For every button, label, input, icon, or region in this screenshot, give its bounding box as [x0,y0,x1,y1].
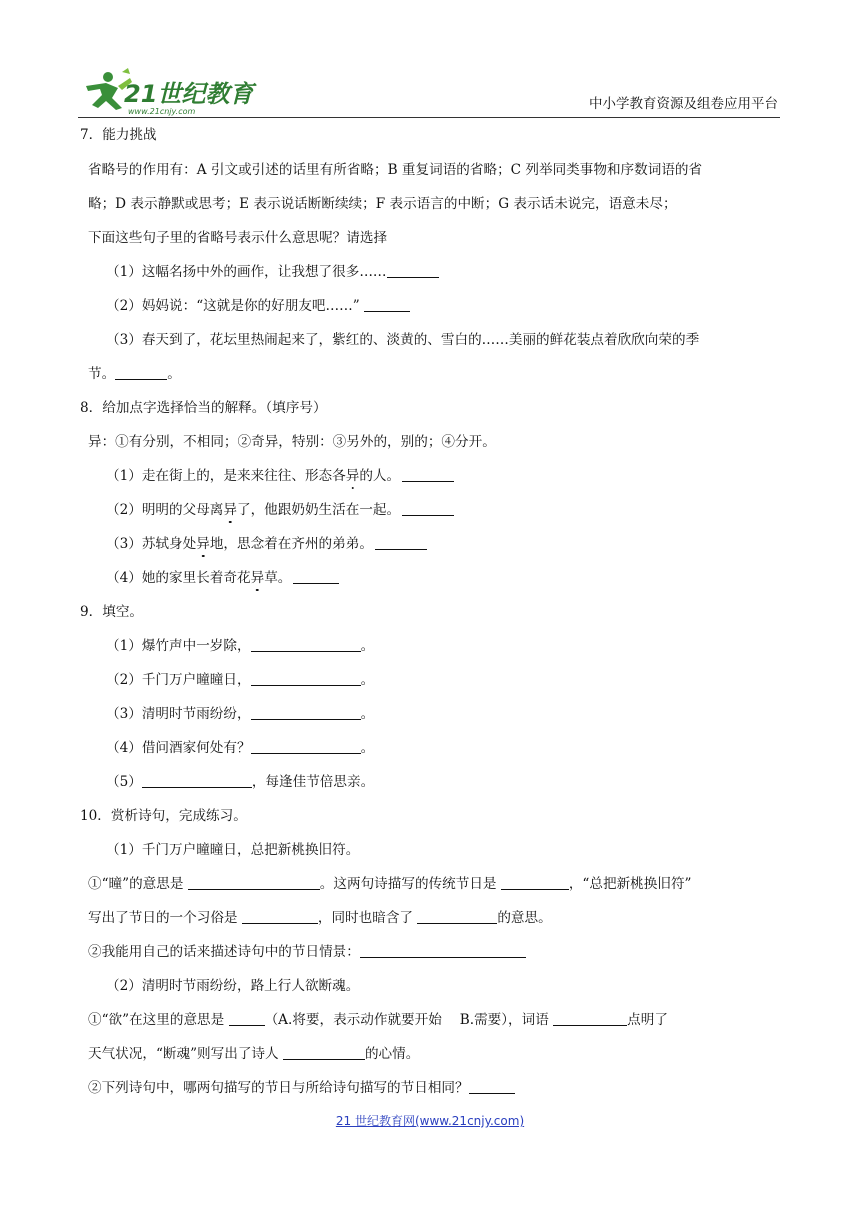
answer-blank[interactable] [387,263,439,278]
q10-poem-2: （2）清明时节雨纷纷，路上行人欲断魂。 [106,978,360,994]
q9-line-1: （1）爆竹声中一岁除， 。 [106,638,375,654]
logo [78,64,278,118]
q8-options: 异：①有分别，不相同；②奇异，特别：③另外的，别的；④分开。 [88,434,496,450]
page-header [78,64,778,118]
answer-blank[interactable] [402,467,454,482]
q10-part-2c: ②下列诗句中，哪两句描写的节日与所给诗句描写的节日相同？ [88,1079,515,1097]
answer-blank[interactable] [229,1011,265,1026]
q7-title: 7．能力挑战 [80,127,157,143]
q7-sentence-3a: （3）春天到了，花坛里热闹起来了，紫红的、淡黄的、雪白的……美丽的鲜花装点着欣欣向荣的季 [106,332,700,348]
q9-title: 9．填空。 [80,604,144,620]
answer-blank[interactable] [402,501,454,516]
q10-part-1b: 写出了节日的一个习俗是 ，同时也暗含了 的意思。 [88,910,552,926]
q10-part-1c: ②我能用自己的话来描述诗句中的节日情景： [88,943,526,961]
q8-sentence-1: （1）走在街上的，是来来往往、形态各异的人。 [106,467,454,485]
answer-blank[interactable] [360,943,526,958]
answer-blank[interactable] [293,569,339,584]
q10-part-2a: ①“欲”在这里的意思是 （A.将要，表示动作就要开始 B.需要），词语 点明了 [88,1012,668,1028]
platform-name: 中小学教育资源及组卷应用平台 [589,96,778,112]
answer-blank[interactable] [283,1045,365,1060]
q7-sentence-3b: 节。 。 [88,366,181,382]
q7-intro-2: 略；D 表示静默或思考；E 表示说话断断续续；F 表示语言的中断；G 表示话未说完，语意未尽； [88,196,677,212]
q7-sentence-1: （1）这幅名扬中外的画作，让我想了很多…… [106,263,439,281]
q8-sentence-4: （4）她的家里长着奇花异草。 [106,569,339,587]
q8-sentence-2: （2）明明的父母离异了，他跟奶奶生活在一起。 [106,501,454,519]
answer-blank[interactable] [469,1079,515,1094]
answer-blank[interactable] [142,773,252,788]
answer-blank[interactable] [364,297,410,312]
footer-link[interactable]: 21 世纪教育网(www.21cnjy.com) [335,1114,525,1128]
q9-line-3: （3）清明时节雨纷纷， 。 [106,706,375,722]
q7-intro-1: 省略号的作用有：A 引文或引述的话里有所省略；B 重复词语的省略；C 列举同类事物和序数词语的省 [88,162,703,178]
q9-line-5: （5） ，每逢佳节倍思亲。 [106,774,375,790]
answer-blank[interactable] [501,875,569,890]
q10-poem-1: （1）千门万户曈曈日，总把新桃换旧符。 [106,842,360,858]
page-footer [0,1112,860,1129]
q10-title: 10．赏析诗句，完成练习。 [80,808,247,824]
q10-part-1a: ①“曈”的意思是 。这两句诗描写的传统节日是 ，“总把新桃换旧符” [88,876,692,892]
answer-blank[interactable] [188,875,320,890]
answer-blank[interactable] [242,909,318,924]
answer-blank[interactable] [553,1011,627,1026]
q9-line-2: （2）千门万户曈曈日， 。 [106,672,375,688]
answer-blank[interactable] [115,365,167,380]
q10-part-2b: 天气状况，“断魂”则写出了诗人 的心情。 [88,1046,420,1062]
svg-text:www.21cnjy.com: www.21cnjy.com [128,107,196,116]
q7-sentence-2: （2）妈妈说：“这就是你的好朋友吧……” [106,297,410,315]
answer-blank[interactable] [417,909,497,924]
answer-blank[interactable] [251,671,361,686]
answer-blank[interactable] [251,739,361,754]
q8-title: 8．给加点字选择恰当的解释。（填序号） [80,400,327,416]
header-divider [78,117,780,118]
q9-line-4: （4）借问酒家何处有？ 。 [106,740,375,756]
svg-text:21世纪教育: 21世纪教育 [124,80,254,108]
answer-blank[interactable] [251,637,361,652]
answer-blank[interactable] [375,535,427,550]
answer-blank[interactable] [251,705,361,720]
q8-sentence-3: （3）苏轼身处异地，思念着在齐州的弟弟。 [106,535,427,553]
q7-instruction: 下面这些句子里的省略号表示什么意思呢？请选择 [88,230,388,246]
